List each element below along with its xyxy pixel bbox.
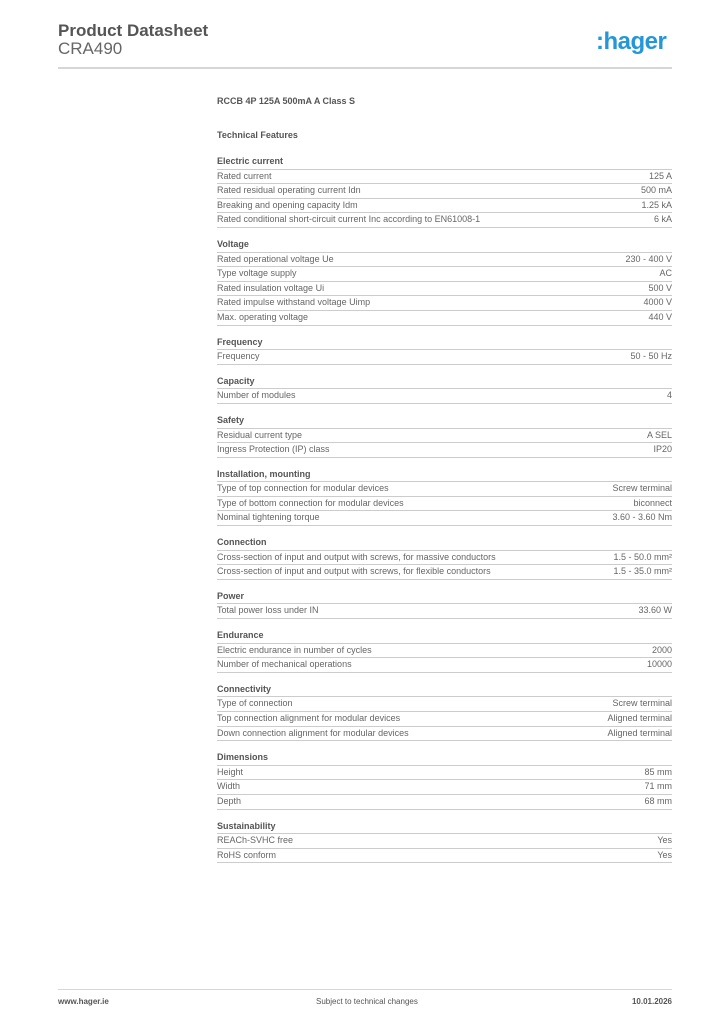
spec-label: Width (217, 781, 241, 792)
spec-value: 500 V (648, 282, 672, 293)
section-heading: Dimensions (217, 751, 672, 766)
section-heading: Frequency (217, 336, 672, 351)
spec-value: 10000 (646, 659, 672, 670)
footer-date: 10.01.2026 (631, 997, 672, 1006)
spec-section (217, 683, 672, 741)
spec-row (217, 282, 672, 297)
spec-label: Rated operational voltage Ue (217, 253, 334, 264)
spec-row (217, 213, 672, 228)
section-heading: Endurance (217, 629, 672, 644)
spec-row (217, 551, 672, 566)
spec-section (217, 820, 672, 864)
spec-label: Type of top connection for modular devices (217, 483, 389, 494)
spec-section (217, 375, 672, 404)
spec-value: Screw terminal (612, 698, 672, 709)
spec-label: Type of bottom connection for modular devices (217, 497, 404, 508)
technical-features-heading: Technical Features (217, 130, 298, 140)
spec-value: 33.60 W (638, 605, 672, 616)
spec-row (217, 184, 672, 199)
spec-row (217, 712, 672, 727)
spec-label: Type of connection (217, 698, 293, 709)
hager-logo: :hager (596, 28, 667, 55)
spec-value: 68 mm (644, 795, 672, 806)
spec-label: Ingress Protection (IP) class (217, 444, 330, 455)
page-title: Product Datasheet (58, 21, 209, 40)
spec-value: 125 A (648, 170, 672, 181)
footer-divider (58, 989, 672, 990)
spec-value: 230 - 400 V (625, 253, 672, 264)
spec-row (217, 389, 672, 404)
spec-value: 1.25 kA (641, 199, 672, 210)
section-heading: Safety (217, 414, 672, 429)
spec-value: 1.5 - 35.0 mm² (613, 566, 672, 577)
spec-label: Down connection alignment for modular devices (217, 727, 409, 738)
spec-label: Top connection alignment for modular devices (217, 713, 401, 723)
spec-label: Frequency (217, 351, 260, 362)
section-heading: Capacity (217, 375, 672, 390)
spec-value: 71 mm (644, 781, 672, 792)
spec-label: Depth (217, 795, 242, 806)
spec-value: 6 kA (653, 214, 672, 225)
spec-section (217, 336, 672, 365)
spec-label: RoHS conform (217, 849, 277, 860)
spec-label: Number of mechanical operations (217, 659, 352, 670)
spec-section (217, 751, 672, 809)
footer-website[interactable]: www.hager.ie (58, 997, 109, 1006)
spec-label: Electric endurance in number of cycles (217, 644, 372, 655)
spec-value: 440 V (648, 311, 672, 322)
spec-table (217, 155, 672, 873)
spec-row (217, 604, 672, 619)
spec-label: Total power loss under IN (217, 605, 319, 616)
spec-value: 1.5 - 50.0 mm² (613, 551, 672, 562)
spec-row (217, 170, 672, 185)
spec-value: 85 mm (644, 766, 672, 777)
spec-row (217, 849, 672, 864)
spec-label: Type voltage supply (217, 268, 297, 279)
section-heading: Voltage (217, 238, 672, 253)
product-code: CRA490 (58, 39, 123, 58)
spec-row (217, 296, 672, 311)
spec-row (217, 834, 672, 849)
spec-section (217, 468, 672, 526)
section-heading: Power (217, 590, 672, 605)
section-heading: Installation, mounting (217, 468, 672, 483)
spec-row (217, 311, 672, 326)
spec-label: Rated insulation voltage Ui (217, 282, 325, 293)
spec-section (217, 414, 672, 458)
spec-value: IP20 (653, 444, 672, 455)
spec-value: A SEL (646, 429, 672, 440)
spec-row (217, 253, 672, 268)
spec-label: Rated residual operating current Idn (217, 185, 361, 196)
spec-row (217, 727, 672, 742)
spec-section (217, 629, 672, 673)
spec-row (217, 267, 672, 282)
spec-label: REACh-SVHC free (217, 835, 294, 846)
spec-label: Rated current (217, 170, 272, 181)
spec-section (217, 590, 672, 619)
section-heading: Connection (217, 536, 672, 551)
spec-value: 2000 (651, 644, 672, 655)
spec-value: AC (659, 268, 672, 279)
spec-value: Yes (657, 849, 672, 860)
spec-row (217, 658, 672, 673)
spec-value: biconnect (633, 497, 672, 508)
spec-value: 50 - 50 Hz (630, 351, 672, 362)
spec-label: Height (217, 766, 244, 777)
spec-value: 4000 V (643, 297, 672, 308)
spec-label: Residual current type (217, 429, 303, 440)
spec-label: Number of modules (217, 390, 296, 401)
spec-label: Nominal tightening torque (217, 512, 320, 523)
spec-value: 500 mA (640, 185, 672, 196)
spec-row (217, 429, 672, 444)
spec-section (217, 536, 672, 580)
spec-section (217, 238, 672, 326)
spec-row (217, 350, 672, 365)
spec-row (217, 482, 672, 497)
spec-value: Aligned terminal (607, 713, 672, 723)
footer-note: Subject to technical changes (316, 997, 418, 1006)
spec-row (217, 565, 672, 580)
header-divider (58, 67, 672, 69)
spec-section (217, 155, 672, 228)
spec-label: Cross-section of input and output with screws, for massive conductors (217, 551, 496, 562)
spec-value: 3.60 - 3.60 Nm (612, 512, 672, 523)
spec-label: Rated impulse withstand voltage Uimp (217, 297, 371, 308)
spec-row (217, 780, 672, 795)
spec-value: 4 (666, 390, 672, 401)
spec-row (217, 511, 672, 526)
spec-row (217, 766, 672, 781)
spec-label: Rated conditional short-circuit current Inc according to EN61008-1 (217, 214, 481, 225)
spec-row (217, 697, 672, 712)
spec-label: Breaking and opening capacity Idm (217, 199, 358, 210)
spec-row (217, 795, 672, 810)
spec-label: Cross-section of input and output with screws, for flexible conductors (217, 566, 491, 577)
spec-value: Screw terminal (612, 483, 672, 494)
section-heading: Sustainability (217, 820, 672, 835)
spec-row (217, 497, 672, 512)
spec-label: Max. operating voltage (217, 311, 309, 322)
section-heading: Connectivity (217, 683, 672, 698)
spec-value: Aligned terminal (607, 727, 672, 738)
spec-row (217, 199, 672, 214)
spec-row (217, 644, 672, 659)
product-name: RCCB 4P 125A 500mA A Class S (217, 96, 356, 106)
section-heading: Electric current (217, 155, 672, 170)
spec-row (217, 443, 672, 458)
spec-value: Yes (657, 835, 672, 846)
